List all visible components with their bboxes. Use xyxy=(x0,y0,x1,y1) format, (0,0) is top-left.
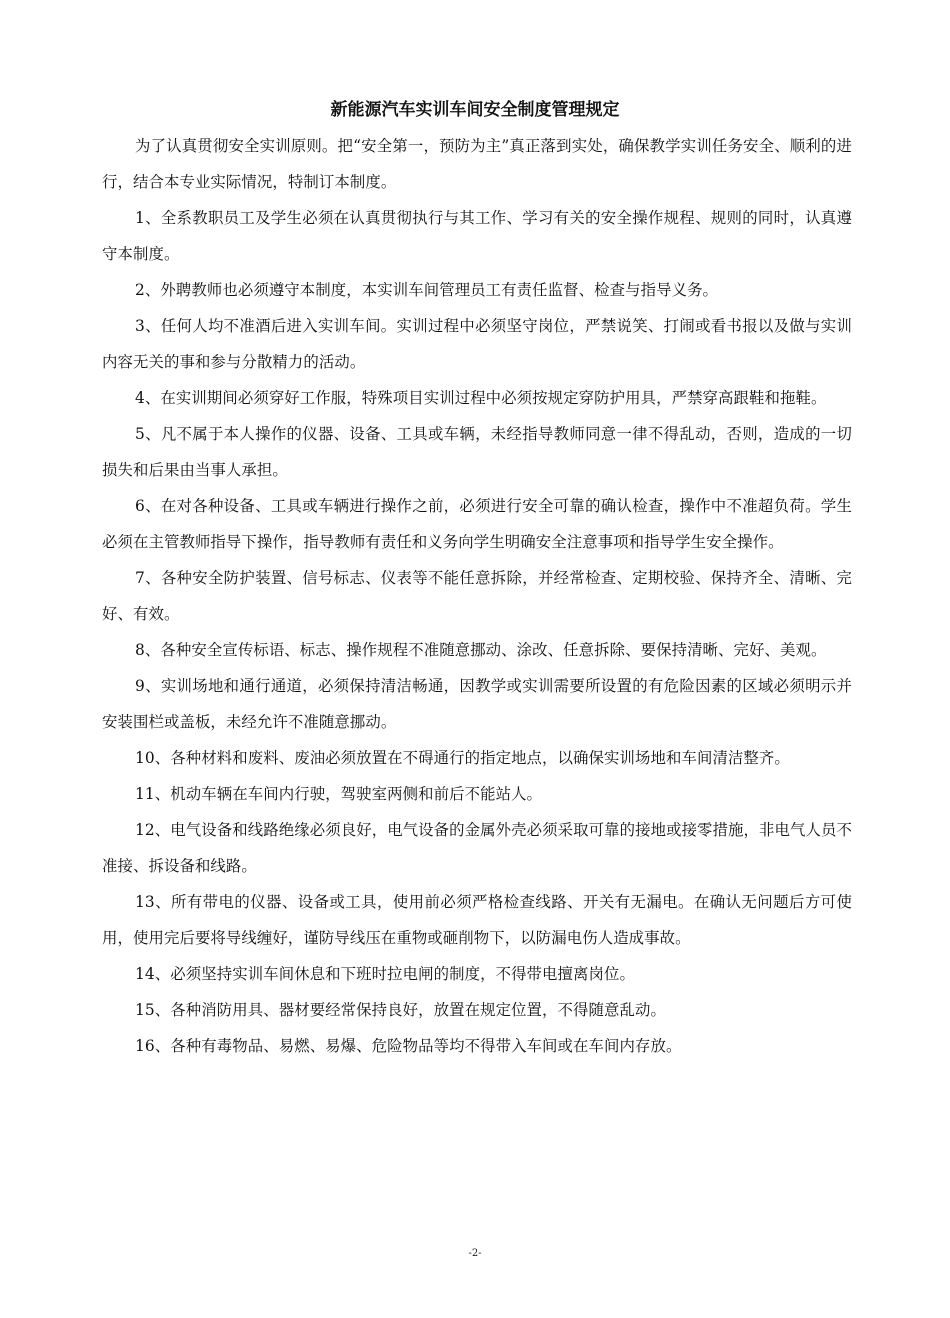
paragraph-rule-1: 1、全系教职员工及学生必须在认真贯彻执行与其工作、学习有关的安全操作规程、规则的同时，认真遵守本制度。 xyxy=(102,209,852,263)
paragraph-rule-8: 8、各种安全宣传标语、标志、操作规程不准随意挪动、涂改、任意拆除、要保持清晰、完好、美观。 xyxy=(135,641,827,659)
paragraph-rule-5: 5、凡不属于本人操作的仪器、设备、工具或车辆，未经指导教师同意一律不得乱动，否则，造成的一切损失和后果由当事人承担。 xyxy=(102,425,852,479)
paragraph-intro: 为了认真贯彻安全实训原则。把“安全第一，预防为主”真正落到实处，确保教学实训任务安全、顺利的进行，结合本专业实际情况，特制订本制度。 xyxy=(102,137,852,191)
paragraph-rule-4: 4、在实训期间必须穿好工作服，特殊项目实训过程中必须按规定穿防护用具，严禁穿高跟鞋和拖鞋。 xyxy=(135,389,827,407)
page-number: -2- xyxy=(468,1248,482,1259)
paragraph-rule-13: 13、所有带电的仪器、设备或工具，使用前必须严格检查线路、开关有无漏电。在确认无问题后方可使用，使用完后要将导线缠好，谨防导线压在重物或砸削物下，以防漏电伤人造成事故。 xyxy=(102,893,852,947)
paragraph-rule-16: 16、各种有毒物品、易燃、易爆、危险物品等均不得带入车间或在车间内存放。 xyxy=(135,1037,682,1055)
paragraph-rule-6: 6、在对各种设备、工具或车辆进行操作之前，必须进行安全可靠的确认检查，操作中不准超负荷。学生必须在主管教师指导下操作，指导教师有责任和义务向学生明确安全注意事项和指导学生安全操作。 xyxy=(102,497,852,551)
document-title: 新能源汽车实训车间安全制度管理规定 xyxy=(330,100,620,120)
paragraph-rule-2: 2、外聘教师也必须遵守本制度，本实训车间管理员工有责任监督、检查与指导义务。 xyxy=(135,281,719,299)
paragraph-rule-12: 12、电气设备和线路绝缘必须良好，电气设备的金属外壳必须采取可靠的接地或接零措施，非电气人员不准接、拆设备和线路。 xyxy=(102,821,852,875)
document-body xyxy=(102,128,852,1064)
paragraph-rule-11: 11、机动车辆在车间内行驶，驾驶室两侧和前后不能站人。 xyxy=(135,785,543,803)
paragraph-rule-15: 15、各种消防用具、器材要经常保持良好，放置在规定位置，不得随意乱动。 xyxy=(135,1001,666,1019)
paragraph-rule-10: 10、各种材料和废料、废油必须放置在不碍通行的指定地点，以确保实训场地和车间清洁整齐。 xyxy=(135,749,790,767)
paragraph-rule-3: 3、任何人均不准酒后进入实训车间。实训过程中必须坚守岗位，严禁说笑、打闹或看书报以及做与实训内容无关的事和参与分散精力的活动。 xyxy=(102,317,852,371)
paragraph-rule-14: 14、必须坚持实训车间休息和下班时拉电闸的制度，不得带电擅离岗位。 xyxy=(135,965,635,983)
paragraph-rule-9: 9、实训场地和通行通道，必须保持清洁畅通，因教学或实训需要所设置的有危险因素的区域必须明示并安装围栏或盖板，未经允许不准随意挪动。 xyxy=(102,677,852,731)
paragraph-rule-7: 7、各种安全防护装置、信号标志、仪表等不能任意拆除，并经常检查、定期校验、保持齐全、清晰、完好、有效。 xyxy=(102,569,852,623)
